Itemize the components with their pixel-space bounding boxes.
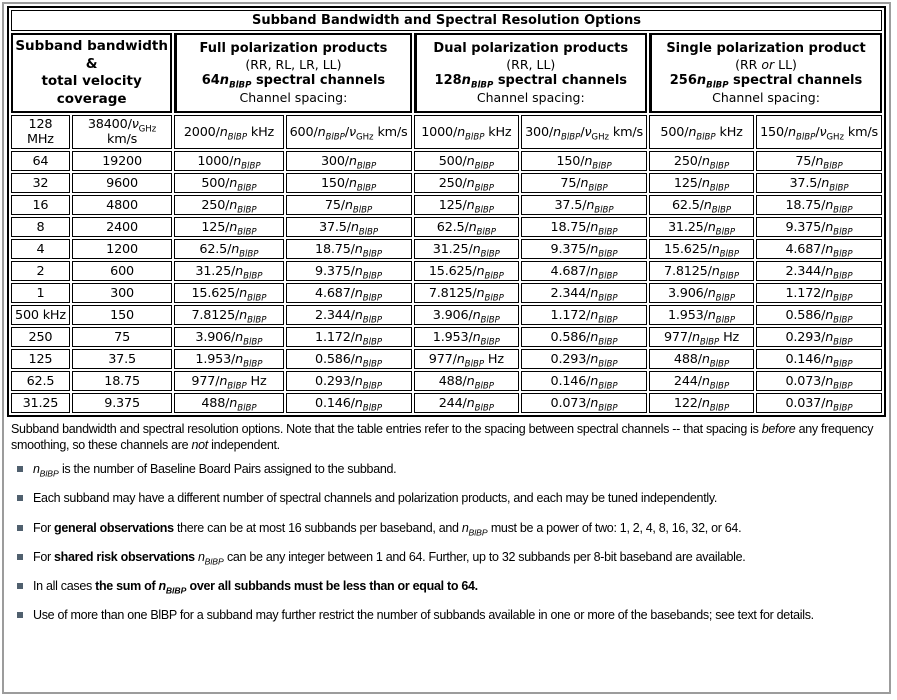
bandwidth-cell: 2 <box>11 261 70 281</box>
note-item <box>11 490 882 506</box>
bullet-square-icon <box>17 612 23 618</box>
value-cell: $500/n_{BlBP}$ <box>174 173 283 193</box>
value-cell: $150/n_{BlBP}/\nu_{GHz}$ km/s <box>756 115 882 149</box>
single-pol-title: Single polarization product <box>666 41 866 57</box>
value-cell: $1.953/n_{BlBP}$ <box>174 349 283 369</box>
note-text: For shared risk observations $n_{BlBP}$ can be any integer between 1 and 64. Further, up to 32 subbands per 8-bit baseband are available. <box>33 549 746 567</box>
value-cell: $1.172/n_{BlBP}$ <box>756 283 882 303</box>
table-row <box>11 261 882 281</box>
value-cell: $0.586/n_{BlBP}$ <box>756 305 882 325</box>
velocity-cell: 2400 <box>72 217 172 237</box>
full-pol-spacing-label: Channel spacing: <box>239 89 348 105</box>
value-cell: $0.586/n_{BlBP}$ <box>286 349 412 369</box>
value-cell: $3.906/n_{BlBP}$ <box>174 327 283 347</box>
table-row <box>11 393 882 413</box>
value-cell: $500/n_{BlBP}$ <box>414 151 520 171</box>
header-dual-polarization <box>414 33 647 113</box>
bandwidth-cell: 128 MHz <box>11 115 70 149</box>
bandwidth-cell: 8 <box>11 217 70 237</box>
bandwidth-table <box>7 6 886 417</box>
value-cell: $3.906/n_{BlBP}$ <box>649 283 754 303</box>
velocity-cell: 18.75 <box>72 371 172 391</box>
value-cell: $244/n_{BlBP}$ <box>649 371 754 391</box>
header-bandwidth-line1: Subband bandwidth & <box>15 38 168 72</box>
value-cell: $0.293/n_{BlBP}$ <box>521 349 647 369</box>
full-pol-title: Full polarization products <box>199 41 388 57</box>
value-cell: $125/n_{BlBP}$ <box>174 217 283 237</box>
note-item <box>11 578 882 594</box>
bullet-square-icon <box>17 466 23 472</box>
note-text: Each subband may have a different number of spectral channels and polarization products, and each may be tuned independently. <box>33 491 718 506</box>
velocity-cell: $38400/\nu_{GHz}$ km/s <box>72 115 172 149</box>
value-cell: $4.687/n_{BlBP}$ <box>521 261 647 281</box>
figure-frame <box>2 2 891 694</box>
value-cell: $977/n_{BlBP}$ Hz <box>649 327 754 347</box>
value-cell: $300/n_{BlBP}/\nu_{GHz}$ km/s <box>521 115 647 149</box>
value-cell: $4.687/n_{BlBP}$ <box>756 239 882 259</box>
value-cell: $75/n_{BlBP}$ <box>521 173 647 193</box>
velocity-cell: 300 <box>72 283 172 303</box>
value-cell: $9.375/n_{BlBP}$ <box>756 217 882 237</box>
value-cell: $250/n_{BlBP}$ <box>414 173 520 193</box>
value-cell: $31.25/n_{BlBP}$ <box>649 217 754 237</box>
header-full-polarization <box>174 33 411 113</box>
table-row <box>11 217 882 237</box>
value-cell: $0.146/n_{BlBP}$ <box>521 371 647 391</box>
table-row <box>11 283 882 303</box>
value-cell: $9.375/n_{BlBP}$ <box>286 261 412 281</box>
velocity-cell: 600 <box>72 261 172 281</box>
value-cell: $1.953/n_{BlBP}$ <box>649 305 754 325</box>
value-cell: $18.75/n_{BlBP}$ <box>286 239 412 259</box>
bandwidth-cell: 64 <box>11 151 70 171</box>
value-cell: $18.75/n_{BlBP}$ <box>756 195 882 215</box>
value-cell: $18.75/n_{BlBP}$ <box>521 217 647 237</box>
value-cell: $31.25/n_{BlBP}$ <box>174 261 283 281</box>
header-single-polarization <box>649 33 882 113</box>
bullet-square-icon <box>17 583 23 589</box>
note-text: For general observations there can be at most 16 subbands per baseband, and $n_{BlBP}$ must be a power of two: 1, 2, 4, 8, 16, 32, or 64. <box>33 520 742 538</box>
single-pol-spacing-label: Channel spacing: <box>712 89 820 105</box>
value-cell: $0.073/n_{BlBP}$ <box>521 393 647 413</box>
velocity-cell: 4800 <box>72 195 172 215</box>
value-cell: $0.586/n_{BlBP}$ <box>521 327 647 347</box>
value-cell: $600/n_{BlBP}/\nu_{GHz}$ km/s <box>286 115 412 149</box>
value-cell: $300/n_{BlBP}$ <box>286 151 412 171</box>
value-cell: $1.953/n_{BlBP}$ <box>414 327 520 347</box>
table-row <box>11 327 882 347</box>
note-item <box>11 549 882 565</box>
dual-pol-spacing-label: Channel spacing: <box>476 89 585 105</box>
value-cell: $250/n_{BlBP}$ <box>649 151 754 171</box>
table-row <box>11 173 882 193</box>
value-cell: $2.344/n_{BlBP}$ <box>756 261 882 281</box>
table-row <box>11 151 882 171</box>
value-cell: $62.5/n_{BlBP}$ <box>414 217 520 237</box>
value-cell: $15.625/n_{BlBP}$ <box>174 283 283 303</box>
value-cell: $37.5/n_{BlBP}$ <box>286 217 412 237</box>
table-row <box>11 349 882 369</box>
bandwidth-cell: 31.25 <box>11 393 70 413</box>
value-cell: $2000/n_{BlBP}$ kHz <box>174 115 283 149</box>
single-pol-channels: $256n_{BlBP}$ spectral channels <box>669 73 863 92</box>
value-cell: $2.344/n_{BlBP}$ <box>521 283 647 303</box>
velocity-cell: 37.5 <box>72 349 172 369</box>
note-item <box>11 461 882 477</box>
value-cell: $7.8125/n_{BlBP}$ <box>174 305 283 325</box>
dual-pol-products: (RR, LL) <box>506 57 556 73</box>
table-row <box>11 239 882 259</box>
bandwidth-cell: 32 <box>11 173 70 193</box>
velocity-cell: 75 <box>72 327 172 347</box>
value-cell: $62.5/n_{BlBP}$ <box>649 195 754 215</box>
table-row <box>11 305 882 325</box>
note-item <box>11 607 882 623</box>
value-cell: $0.073/n_{BlBP}$ <box>756 371 882 391</box>
value-cell: $0.146/n_{BlBP}$ <box>756 349 882 369</box>
value-cell: $488/n_{BlBP}$ <box>414 371 520 391</box>
value-cell: $500/n_{BlBP}$ kHz <box>649 115 754 149</box>
single-pol-products: (RR or LL) <box>735 57 797 73</box>
bandwidth-cell: 62.5 <box>11 371 70 391</box>
value-cell: $2.344/n_{BlBP}$ <box>286 305 412 325</box>
value-cell: $62.5/n_{BlBP}$ <box>174 239 283 259</box>
value-cell: $37.5/n_{BlBP}$ <box>521 195 647 215</box>
bandwidth-cell: 16 <box>11 195 70 215</box>
value-cell: $31.25/n_{BlBP}$ <box>414 239 520 259</box>
value-cell: $15.625/n_{BlBP}$ <box>649 239 754 259</box>
velocity-cell: 19200 <box>72 151 172 171</box>
velocity-cell: 150 <box>72 305 172 325</box>
value-cell: $244/n_{BlBP}$ <box>414 393 520 413</box>
header-bandwidth-line3: coverage <box>56 90 127 107</box>
value-cell: $0.146/n_{BlBP}$ <box>286 393 412 413</box>
value-cell: $7.8125/n_{BlBP}$ <box>414 283 520 303</box>
value-cell: $4.687/n_{BlBP}$ <box>286 283 412 303</box>
bandwidth-cell: 1 <box>11 283 70 303</box>
dual-pol-channels: $128n_{BlBP}$ spectral channels <box>434 73 628 92</box>
velocity-cell: 9.375 <box>72 393 172 413</box>
value-cell: $977/n_{BlBP}$ Hz <box>414 349 520 369</box>
value-cell: $125/n_{BlBP}$ <box>649 173 754 193</box>
table-row <box>11 371 882 391</box>
value-cell: $37.5/n_{BlBP}$ <box>756 173 882 193</box>
bullet-square-icon <box>17 495 23 501</box>
value-cell: $1.172/n_{BlBP}$ <box>521 305 647 325</box>
note-text: In all cases the sum of $n_{BlBP}$ over all subbands must be less than or equal to 64. <box>33 579 478 596</box>
value-cell: $977/n_{BlBP}$ Hz <box>174 371 283 391</box>
value-cell: $7.8125/n_{BlBP}$ <box>649 261 754 281</box>
bandwidth-cell: 250 <box>11 327 70 347</box>
value-cell: $0.037/n_{BlBP}$ <box>756 393 882 413</box>
dual-pol-title: Dual polarization products <box>433 41 629 57</box>
value-cell: $1000/n_{BlBP}$ <box>174 151 283 171</box>
value-cell: $1000/n_{BlBP}$ kHz <box>414 115 520 149</box>
notes-list <box>7 461 886 624</box>
table-title: Subband Bandwidth and Spectral Resolution Options <box>11 10 882 31</box>
value-cell: $250/n_{BlBP}$ <box>174 195 283 215</box>
note-item <box>11 520 882 536</box>
value-cell: $3.906/n_{BlBP}$ <box>414 305 520 325</box>
value-cell: $75/n_{BlBP}$ <box>756 151 882 171</box>
value-cell: $125/n_{BlBP}$ <box>414 195 520 215</box>
value-cell: $150/n_{BlBP}$ <box>521 151 647 171</box>
bullet-square-icon <box>17 525 23 531</box>
value-cell: $15.625/n_{BlBP}$ <box>414 261 520 281</box>
velocity-cell: 9600 <box>72 173 172 193</box>
value-cell: $488/n_{BlBP}$ <box>174 393 283 413</box>
table-row <box>11 195 882 215</box>
full-pol-products: (RR, RL, LR, LL) <box>245 57 342 73</box>
note-text: $n_{BlBP}$ is the number of Baseline Board Pairs assigned to the subband. <box>33 462 397 479</box>
value-cell: $1.172/n_{BlBP}$ <box>286 327 412 347</box>
bandwidth-cell: 4 <box>11 239 70 259</box>
table-body <box>11 115 882 413</box>
header-bandwidth-column <box>11 33 172 113</box>
value-cell: $9.375/n_{BlBP}$ <box>521 239 647 259</box>
bandwidth-cell: 500 kHz <box>11 305 70 325</box>
caption: Subband bandwidth and spectral resolution options. Note that the table entries refer to the spacing between spectral channels -- that spacing is before any frequency smoothing, so these channels are not independent. <box>11 422 874 453</box>
note-text: Use of more than one BlBP for a subband may further restrict the number of subbands available in one or more of the basebands; see text for details. <box>33 608 814 623</box>
full-pol-channels: $64n_{BlBP}$ spectral channels <box>201 73 386 92</box>
value-cell: $122/n_{BlBP}$ <box>649 393 754 413</box>
bullet-square-icon <box>17 554 23 560</box>
value-cell: $75/n_{BlBP}$ <box>286 195 412 215</box>
table-row <box>11 115 882 149</box>
value-cell: $0.293/n_{BlBP}$ <box>756 327 882 347</box>
velocity-cell: 1200 <box>72 239 172 259</box>
header-bandwidth-line2: total velocity <box>41 73 142 90</box>
value-cell: $0.293/n_{BlBP}$ <box>286 371 412 391</box>
value-cell: $488/n_{BlBP}$ <box>649 349 754 369</box>
bandwidth-cell: 125 <box>11 349 70 369</box>
value-cell: $150/n_{BlBP}$ <box>286 173 412 193</box>
